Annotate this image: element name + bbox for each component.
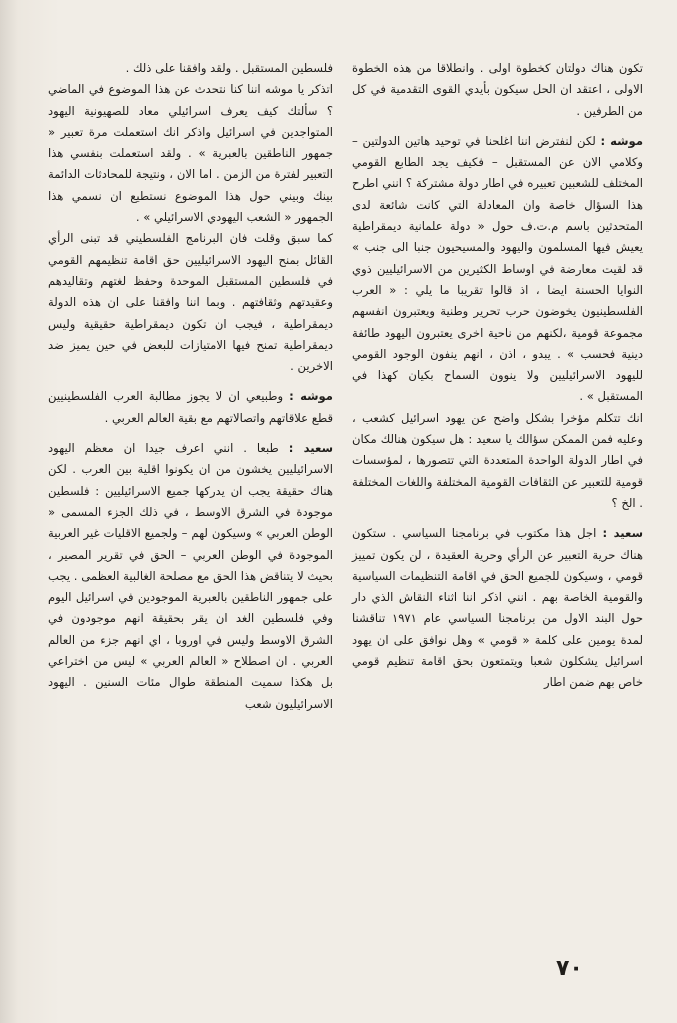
paragraph-text: وطبيعي ان لا يجوز مطالبة العرب الفلسطينيين قطع علاقاتهم واتصالاتهم مع بقية العالم العربي . <box>48 389 333 425</box>
paragraph <box>352 58 643 122</box>
speaker-name: سعيد : <box>602 526 643 541</box>
paragraph-text: اتذكر يا موشه اننا كنا نتحدث عن هذا الموضوع في الماضي ؟ سألتك كيف يعرف اسرائيلي معاد للصهيونية اليهود المتواجدين في اسرائيل واذكر انك استعملت مرة تعبير « جمهور الناطقين بالعبرية » . ولقد استعملت بنفسي هذا التعبير لفترة من الزمن . اما الان ، ونتيجة للمحادثات الدائمة بينك وبيني حول هذا الموضوع نستطيع ان نسمي هذا الجمهور « الشعب اليهودي الاسرائيلي » . <box>48 82 333 225</box>
right-text-column <box>352 58 643 694</box>
paragraph-text: فلسطين المستقبل . ولقد وافقنا على ذلك . <box>125 61 333 75</box>
paragraph <box>352 523 643 693</box>
left-text-column <box>48 58 333 715</box>
paragraph <box>352 408 643 514</box>
paragraph-text: انك تتكلم مؤخرا بشكل واضح عن يهود اسرائيل كشعب ، وعليه فمن الممكن سؤالك يا سعيد : هل سيكون هنالك مكان في اطار الدولة الواحدة المتعددة التي تتصورها ، لمؤسسات قومية للتعبير عن الثقافات القومية المختلفة واللغات المختلفة . الخ ؟ <box>352 410 643 510</box>
paragraph-text: طبعا . انني اعرف جيدا ان معظم اليهود الاسرائيليين يخشون من ان يكونوا اقلية بين العرب . لكن هناك حقيقة يجب ان يدركها جميع الاسرائيليين : فلسطين موجودة في الشرق الاوسط ، في ذلك الجزء المسمى « الوطن العربي » وسيكون لهم – ولجميع الاقليات غير العربية الموجودة في الوطن العربي – الحق في تقرير المصير ، بحيث لا يتناقض هذا الحق مع مصلحة الغالبية العظمى . يجب على جمهور الناطقين بالعبرية الموجودين في اسرائيل اليوم وفي فلسطين الغد ان يقر بحقيقة انهم موجودون في الشرق الاوسط وليس في اوروبا ، اي انهم جزء من العالم العربي . ان اصطلاح « العالم العربي » ليس من اختراعي بل هكذا سميت المنطقة طوال مئات السنين . اليهود الاسرائيليون شعب <box>48 441 333 711</box>
paragraph-text: تكون هناك دولتان كخطوة اولى . وانطلاقا من هذه الخطوة الاولى ، اعتقد ان الحل سيكون بأيدي القوى التقدمية في كل من الطرفين . <box>352 61 643 118</box>
paragraph <box>48 386 333 429</box>
paragraph-text: لكن لنفترض اننا اغلحنا في توحيد هاتين الدولتين – وكلامي الان عن المستقبل – فكيف يجد الطابع القومي المختلف للشعبين تعبيره في اطار دولة مشتركة ؟ انني اطرح هذا السؤال خاصة وان المعادلة التي كانت شائعة لدى المتحدثين باسم م.ت.ف حول « دولة علمانية ديمقراطية يعيش فيها المسلمون واليهود والمسيحيون جنبا الى جنب » قد لقيت معارضة في اوساط الكثيرين من الاسرائيليين ذوي النوايا الحسنة ايضا ، اذ قالوا تقريبا ما يلي : « العرب الفلسطينيون يخوضون حرب تحرير وطنية ويعتبرون انفسهم مجموعة قومية ،لكنهم من ناحية اخرى يعتبرون اليهود طائفة دينية فحسب » . يبدو ، اذن ، انهم ينفون الوجود القومي لليهود الاسرائيليين ولا ينوون السماح بكيان كهذا في المستقبل » . <box>352 133 643 404</box>
speaker-name: سعيد : <box>288 441 333 456</box>
paragraph <box>48 58 333 79</box>
paragraph <box>48 228 333 377</box>
speaker-name: موشه : <box>600 133 643 148</box>
paragraph <box>48 79 333 228</box>
paragraph <box>48 438 333 715</box>
paragraph-text: كما سبق وقلت فان البرنامج الفلسطيني قد تبنى الرأي القائل بمنح اليهود الاسرائيليين حق اقامة تنظيمهم القومي في فلسطين المستقبل الموحدة وحفظ لغتهم وتقاليدهم وعقيدتهم وثقافتهم . وبما اننا وافقنا على ان هذه الدولة ديمقراطية ، فيجب ان تكون ديمقراطية حقيقية وليس ديمقراطية تمنح فيها الامتيازات للبعض في حين يميز ضد الاخرين . <box>48 231 333 374</box>
page-number: ٧٠ <box>556 956 583 981</box>
speaker-name: موشه : <box>289 389 333 404</box>
paragraph-text: اجل هذا مكتوب في برنامجنا السياسي . ستكون هناك حرية التعبير عن الرأي وحرية العقيدة ، لن يكون تمييز قومي ، وسيكون للجميع الحق في اقامة التنظيمات السياسية والقومية الخاصة بهم . انني اذكر اننا اثناء النقاش الذي دار حول البند الاول من برنامجنا السياسي عام ١٩٧١ تناقشنا لمدة يومين على كلمة « قومي » وهل نوافق على ان يهود اسرائيل يشكلون شعبا ويتمتعون بحق اقامة تنظيم قومي خاص بهم ضمن اطار <box>352 526 643 690</box>
paragraph <box>352 131 643 408</box>
